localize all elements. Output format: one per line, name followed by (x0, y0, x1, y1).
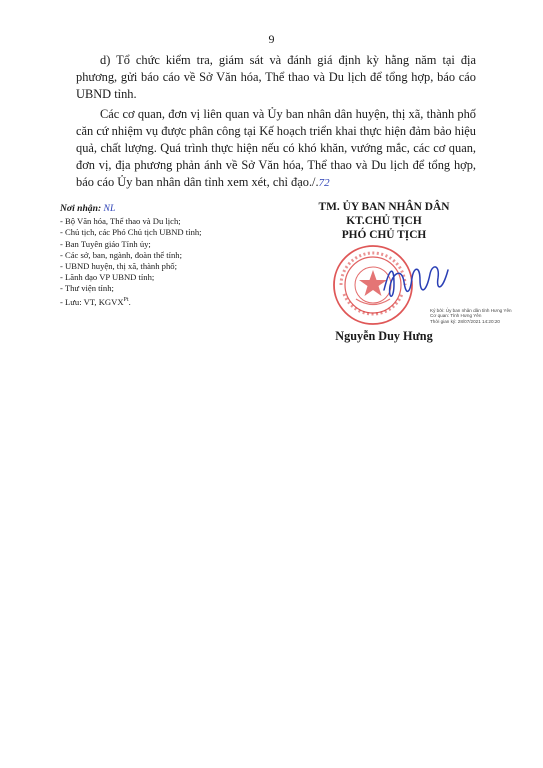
recipients-block (60, 203, 300, 308)
handwritten-signature-icon (380, 260, 452, 304)
recipient-item: - Lưu: VT, $KGVX^{Pt}$. (60, 296, 131, 307)
signature-block (298, 200, 470, 242)
recipient-item: - Các sở, ban, ngành, đoàn thể tỉnh; (60, 249, 182, 260)
recipient-item: - Bộ Văn hóa, Thể thao và Du lịch; (60, 216, 181, 227)
signature-role: PHÓ CHỦ TỊCH (341, 229, 427, 241)
recipients-list (60, 216, 300, 307)
recipient-item: - Thư viện tỉnh; (60, 283, 114, 294)
recipient-item: - Ban Tuyên giáo Tỉnh ủy; (60, 238, 151, 249)
signature-org-line-2: KT.CHỦ TỊCH (346, 215, 422, 227)
recipient-item: - Lãnh đạo VP UBND tỉnh; (60, 272, 155, 283)
recipient-item: - Chủ tịch, các Phó Chủ tịch UBND tỉnh; (60, 227, 202, 238)
digital-signature-time: Thời gian ký: 28/07/2021 14:20:20 (430, 318, 500, 324)
signature-org-line-1: TM. ỦY BAN NHÂN DÂN (318, 201, 450, 213)
signer-name: Nguyễn Duy Hưng (335, 329, 433, 343)
recipients-heading-label: Nơi nhận: (60, 203, 102, 214)
margin-mark: 72 (318, 177, 330, 189)
recipient-item-text: - Lưu: VT, KGVX (60, 296, 124, 307)
recipients-heading-mark: NL (103, 203, 116, 214)
closing-paragraph (76, 106, 476, 192)
recipients-heading (60, 203, 300, 214)
recipient-item: - UBND huyện, thị xã, thành phố; (60, 261, 177, 272)
recipient-item-suffix: Pt (123, 296, 129, 303)
digital-signature-agency: Cơ quan: Tỉnh Hưng Yên (430, 313, 482, 319)
closing-paragraph-text: Các cơ quan, đơn vị liên quan và Ủy ban nhân dân huyện, thị xã, thành phố căn cứ nhiệm vụ được phân công tại Kế hoạch triển khai thực hiện đảm bảo hiệu quả, chất lượng. Quá trình thực hiện nếu có khó khăn, vướng mắc, các cơ quan, đơn vị, địa phương phản ánh về Sở Văn hóa, Thể thao và Du lịch để tổng hợp, báo cáo Ủy ban nhân dân tỉnh xem xét, chỉ đạo./. (76, 107, 476, 189)
body-text (76, 52, 476, 195)
item-d-paragraph: d) Tổ chức kiểm tra, giám sát và đánh giá định kỳ hằng năm tại địa phương, gửi báo cáo về Sở Văn hóa, Thể thao và Du lịch để tổng hợp, báo cáo UBND tỉnh. (76, 53, 476, 101)
page-number: 9 (268, 32, 275, 46)
digital-signature-stamp (430, 308, 530, 324)
digital-signature-signer: Ký bởi: Ủy ban nhân dân tỉnh Hưng Yên (430, 308, 512, 313)
